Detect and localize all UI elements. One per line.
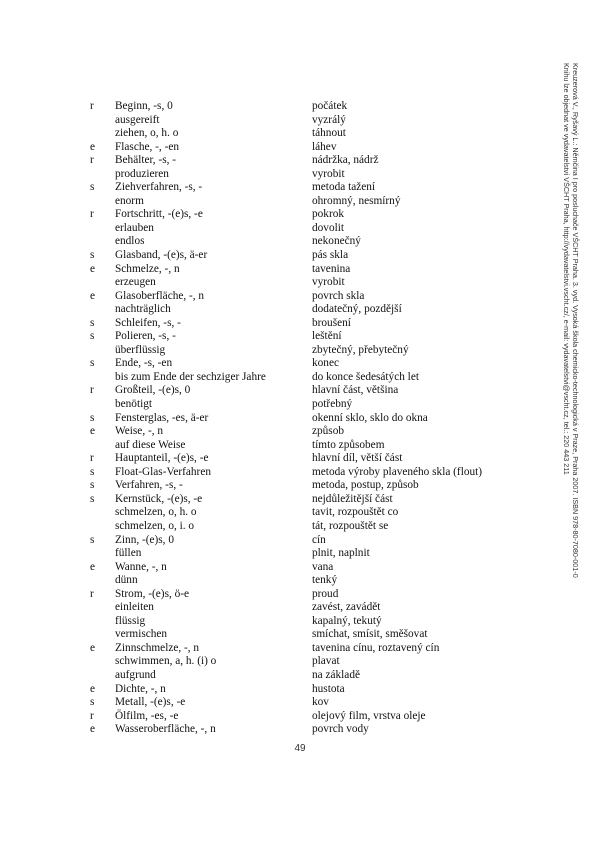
vocabulary-row [0,669,560,683]
czech-translation: nádržka, nádrž [312,154,379,167]
article-marker: s [90,316,95,329]
german-term: Verfahren, -s, - [115,479,183,492]
czech-translation: zbytečný, přebytečný [312,343,409,356]
czech-translation: plavat [312,655,340,668]
article-marker: s [90,492,95,505]
article-marker: e [90,262,96,275]
german-term: Schleifen, -s, - [115,316,181,329]
german-term: endlos [115,235,145,248]
czech-translation: tenký [312,574,338,587]
vocabulary-row [0,154,560,168]
czech-translation: táhnout [312,127,346,140]
vocabulary-row [0,683,560,697]
german-term: schwimmen, a, h. (i) o [115,655,217,668]
vocabulary-row [0,371,560,385]
czech-translation: způsob [312,425,345,438]
article-marker: s [90,330,95,343]
article-marker: s [90,465,95,478]
czech-translation: počátek [312,100,348,112]
czech-translation: láhev [312,140,337,153]
article-marker: r [90,384,94,397]
czech-translation: metoda, postup, způsob [312,479,419,492]
german-term: Wasseroberfläche, -, n [115,723,216,736]
german-term: Großteil, -(e)s, 0 [115,384,191,397]
vocabulary-row [0,357,560,371]
vocabulary-row [0,506,560,520]
czech-translation: nekonečný [312,235,361,248]
vocabulary-row [0,723,560,737]
german-term: einleiten [115,601,154,614]
vocabulary-row [0,466,560,480]
vocabulary-row [0,561,560,575]
article-marker: s [90,181,95,194]
czech-translation: okenní sklo, sklo do okna [312,411,428,424]
czech-translation: na základě [312,668,360,681]
czech-translation: pokrok [312,208,345,221]
vocabulary-row [0,263,560,277]
czech-translation: hustota [312,682,345,695]
czech-translation: tát, rozpouštět se [312,519,389,532]
czech-translation: do konce šedesátých let [312,370,419,383]
czech-translation: plnit, naplnit [312,547,370,560]
czech-translation: dodatečný, pozdější [312,303,402,316]
german-term: Fortschritt, -(e)s, -e [115,208,203,221]
czech-translation: povrch vody [312,723,369,736]
vocabulary-row [0,276,560,290]
czech-translation: dovolit [312,221,345,234]
czech-translation: metoda výroby plaveného skla (flout) [312,465,483,478]
german-term: füllen [115,547,142,560]
czech-translation: tímto způsobem [312,438,385,451]
vocabulary-row [0,601,560,615]
german-term: Fensterglas, -es, ä-er [115,411,209,424]
page-number: 49 [294,743,306,754]
czech-translation: vyzrálý [312,113,346,126]
vocabulary-row [0,100,560,114]
german-term: Glasoberfläche, -, n [115,289,205,302]
czech-translation: potřebný [312,398,353,411]
vocabulary-row [0,615,560,629]
czech-translation: ohromný, nesmírný [312,194,401,207]
german-term: ziehen, o, h. o [115,127,179,140]
vocabulary-list [0,100,560,737]
czech-translation: proud [312,587,339,600]
vocabulary-row [0,574,560,588]
german-term: Wanne, -, n [115,560,167,573]
czech-translation: hlavní díl, větší část [312,452,403,465]
vocabulary-row [0,479,560,493]
article-marker: e [90,682,96,695]
czech-translation: vana [312,560,334,573]
czech-translation: broušení [312,316,351,329]
german-term: Metall, -(e)s, -e [115,696,186,709]
german-term: Polieren, -s, - [115,330,176,343]
german-term: Behälter, -s, - [115,154,177,167]
german-term: Dichte, -, n [115,682,166,695]
german-term: dünn [115,574,138,587]
vocabulary-row [0,655,560,669]
article-marker: s [90,479,95,492]
german-term: überflüssig [115,343,166,356]
german-term: erlauben [115,221,154,234]
german-term: auf diese Weise [115,438,186,451]
german-term: schmelzen, o, i. o [115,519,195,532]
vocabulary-row [0,493,560,507]
article-marker: s [90,249,95,262]
czech-translation: olejový film, vrstva oleje [312,709,426,722]
czech-translation: vyrobit [312,276,345,289]
article-marker: e [90,140,96,153]
german-term: Float-Glas-Verfahren [115,465,211,478]
article-marker: r [90,100,94,112]
vocabulary-row [0,208,560,222]
vocabulary-row [0,290,560,304]
vocabulary-row [0,384,560,398]
article-marker: s [90,533,95,546]
german-term: Schmelze, -, n [115,262,180,275]
article-marker: e [90,425,96,438]
czech-translation: hlavní část, většina [312,384,399,397]
article-marker: r [90,452,94,465]
czech-translation: nejdůležitější část [312,492,393,505]
article-marker: r [90,709,94,722]
czech-translation: cín [312,533,326,546]
vocabulary-row [0,588,560,602]
vocabulary-row [0,114,560,128]
vocabulary-row [0,141,560,155]
german-term: Flasche, -, -en [115,140,179,153]
article-marker: s [90,357,95,370]
vocabulary-row [0,547,560,561]
vocabulary-row [0,303,560,317]
article-marker: e [90,641,96,654]
vocabulary-row [0,398,560,412]
vocabulary-row [0,235,560,249]
german-term: enorm [115,194,144,207]
german-term: vermischen [115,628,168,641]
czech-translation: vyrobit [312,167,345,180]
german-term: Glasband, -(e)s, ä-er [115,249,208,262]
czech-translation: leštění [312,330,342,343]
side-note-citation: Kreuzerová V., Ryšavý L.: Němčina I pro posluchače VŠCHT Praha. 3. vyd. Vysoká škola chemicko-technologická v Praze, Praha 2007. ISBN 978-80-7080-001-0 [571,63,580,578]
article-marker: e [90,723,96,736]
german-term: produzieren [115,167,169,180]
article-marker: e [90,560,96,573]
article-marker: r [90,154,94,167]
vocabulary-row [0,317,560,331]
vocabulary-row [0,696,560,710]
czech-translation: povrch skla [312,289,365,302]
german-term: Strom, -(e)s, ö-e [115,587,190,600]
german-term: nachträglich [115,303,171,316]
german-term: Beginn, -s, 0 [115,100,173,112]
german-term: Zinn, -(e)s, 0 [115,533,174,546]
german-term: Zinnschmelze, -, n [115,641,200,654]
czech-translation: zavést, zavádět [312,601,381,614]
vocabulary-row [0,520,560,534]
vocabulary-row [0,181,560,195]
german-term: Ende, -s, -en [115,357,173,370]
vocabulary-row [0,710,560,724]
vocabulary-row [0,127,560,141]
side-publication-note [562,63,580,578]
german-term: Ölfilm, -es, -e [115,709,179,722]
czech-translation: konec [312,357,339,370]
german-term: Hauptanteil, -(e)s, -e [115,452,209,465]
vocabulary-row [0,642,560,656]
german-term: schmelzen, o, h. o [115,506,197,519]
czech-translation: kov [312,696,329,709]
article-marker: r [90,587,94,600]
german-term: aufgrund [115,668,156,681]
czech-translation: kapalný, tekutý [312,614,382,627]
article-marker: s [90,411,95,424]
german-term: flüssig [115,614,146,627]
vocabulary-row [0,249,560,263]
german-term: Weise, -, n [115,425,164,438]
german-term: erzeugen [115,276,156,289]
czech-translation: tavit, rozpouštět co [312,506,399,519]
vocabulary-row [0,330,560,344]
article-marker: e [90,289,96,302]
czech-translation: tavenina cínu, roztavený cín [312,641,440,654]
german-term: Ziehverfahren, -s, - [115,181,203,194]
article-marker: s [90,696,95,709]
vocabulary-row [0,439,560,453]
german-term: benötigt [115,398,153,411]
czech-translation: smíchat, smísit, směšovat [312,628,428,641]
vocabulary-row [0,168,560,182]
vocabulary-row [0,425,560,439]
vocabulary-row [0,195,560,209]
czech-translation: pás skla [312,249,349,262]
vocabulary-row [0,452,560,466]
vocabulary-row [0,222,560,236]
vocabulary-row [0,412,560,426]
vocabulary-row [0,628,560,642]
german-term: ausgereift [115,113,160,126]
german-term: Kernstück, -(e)s, -e [115,492,203,505]
czech-translation: tavenina [312,262,351,275]
article-marker: r [90,208,94,221]
side-note-ordering: Knihu lze objednat ve vydavatelství VŠCHT Praha, http://vydavatelstvi.vscht.cz/, e-mail: vydavatelstvi@vscht.cz, tel.: 220 443 211 [562,63,571,475]
vocabulary-row [0,534,560,548]
vocabulary-row [0,344,560,358]
czech-translation: metoda tažení [312,181,376,194]
german-term: bis zum Ende der sechziger Jahre [115,370,266,383]
